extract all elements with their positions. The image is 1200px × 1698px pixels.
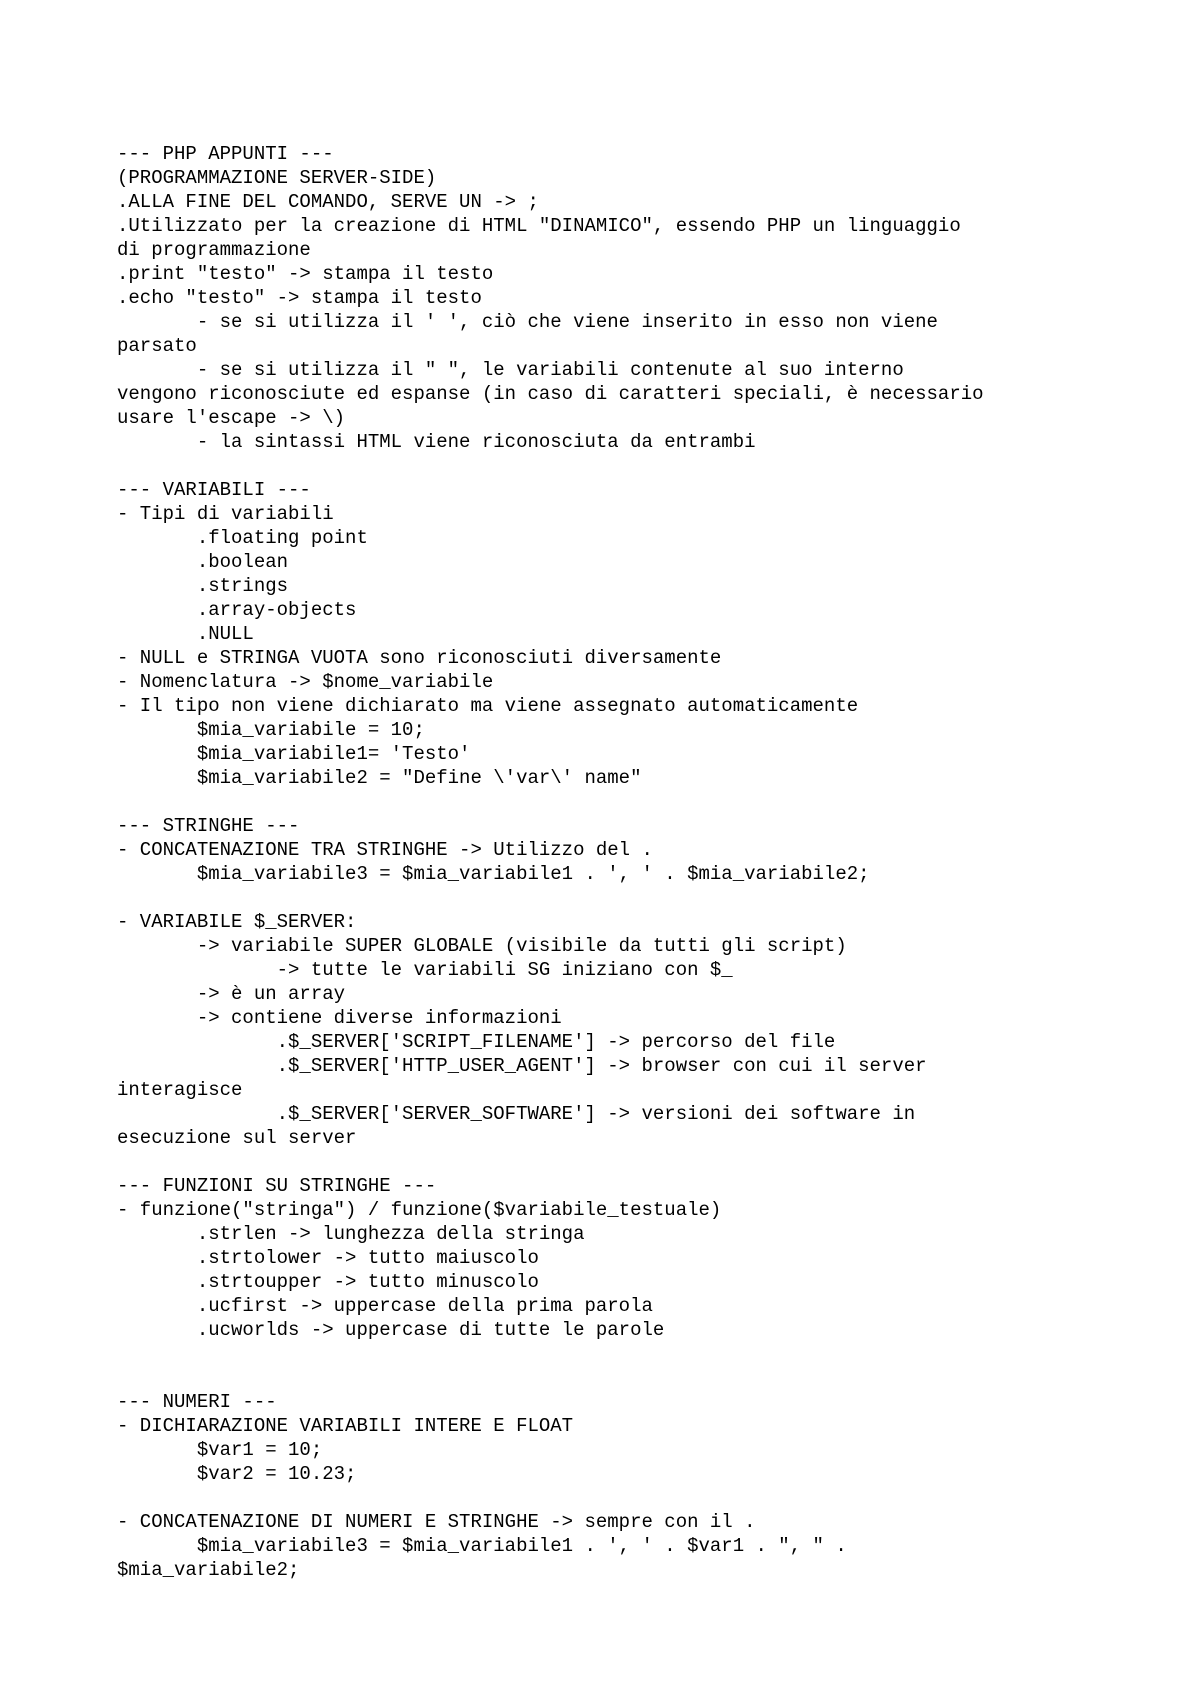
text-line: $mia_variabile3 = $mia_variabile1 . ', ' . $mia_variabile2;: [117, 863, 870, 885]
text-line: --- NUMERI ---: [117, 1391, 277, 1413]
text-line: - Il tipo non viene dichiarato ma viene assegnato automaticamente: [117, 695, 859, 717]
text-line: .ALLA FINE DEL COMANDO, SERVE UN -> ;: [117, 191, 539, 213]
text-line: .strings: [117, 575, 289, 597]
text-line: .ucworlds -> uppercase di tutte le parole: [117, 1319, 665, 1341]
text-line: -> è un array: [117, 983, 346, 1005]
text-line: $var2 = 10.23;: [117, 1463, 357, 1485]
blank-line: [117, 1366, 1117, 1390]
text-line: --- VARIABILI ---: [117, 479, 311, 501]
text-line: - Nomenclatura -> $nome_variabile: [117, 671, 494, 693]
text-line: - DICHIARAZIONE VARIABILI INTERE E FLOAT: [117, 1415, 574, 1437]
text-line: vengono riconosciute ed espanse (in caso di caratteri speciali, è necessario: [117, 383, 984, 405]
text-line: $mia_variabile = 10;: [117, 719, 425, 741]
blank-line: [117, 1342, 1117, 1366]
text-line: $mia_variabile2;: [117, 1559, 300, 1581]
text-line: .$_SERVER['SERVER_SOFTWARE'] -> versioni dei software in: [117, 1103, 916, 1125]
text-line: interagisce: [117, 1079, 243, 1101]
blank-line: [117, 1150, 1117, 1174]
text-line: .ucfirst -> uppercase della prima parola: [117, 1295, 653, 1317]
text-line: $var1 = 10;: [117, 1439, 323, 1461]
blank-line: [117, 454, 1117, 478]
text-line: $mia_variabile3 = $mia_variabile1 . ', ' . $var1 . ", " .: [117, 1535, 847, 1557]
blank-line: [117, 1486, 1117, 1510]
text-line: $mia_variabile2 = "Define \'var\' name": [117, 767, 642, 789]
text-line: - NULL e STRINGA VUOTA sono riconosciuti diversamente: [117, 647, 722, 669]
text-line: esecuzione sul server: [117, 1127, 357, 1149]
text-line: .strtolower -> tutto maiuscolo: [117, 1247, 539, 1269]
text-line: .$_SERVER['SCRIPT_FILENAME'] -> percorso del file: [117, 1031, 836, 1053]
text-line: - funzione("stringa") / funzione($variabile_testuale): [117, 1199, 722, 1221]
text-line: (PROGRAMMAZIONE SERVER-SIDE): [117, 167, 437, 189]
text-line: .strlen -> lunghezza della stringa: [117, 1223, 585, 1245]
text-line: - se si utilizza il " ", le variabili contenute al suo interno: [117, 359, 904, 381]
text-line: --- PHP APPUNTI ---: [117, 143, 334, 165]
text-line: parsato: [117, 335, 197, 357]
text-line: -> tutte le variabili SG iniziano con $_: [117, 959, 733, 981]
text-line: - CONCATENAZIONE DI NUMERI E STRINGHE -> sempre con il .: [117, 1511, 756, 1533]
text-line: - VARIABILE $_SERVER:: [117, 911, 357, 933]
text-line: .echo "testo" -> stampa il testo: [117, 287, 482, 309]
text-line: - se si utilizza il ' ', ciò che viene inserito in esso non viene: [117, 311, 938, 333]
text-line: - Tipi di variabili: [117, 503, 334, 525]
text-line: .array-objects: [117, 599, 357, 621]
text-line: di programmazione: [117, 239, 311, 261]
text-line: -> contiene diverse informazioni: [117, 1007, 562, 1029]
text-line: - CONCATENAZIONE TRA STRINGHE -> Utilizzo del .: [117, 839, 653, 861]
blank-line: [117, 790, 1117, 814]
text-line: .$_SERVER['HTTP_USER_AGENT'] -> browser con cui il server: [117, 1055, 927, 1077]
text-line: .boolean: [117, 551, 289, 573]
text-line: -> variabile SUPER GLOBALE (visibile da tutti gli script): [117, 935, 847, 957]
text-line: $mia_variabile1= 'Testo': [117, 743, 471, 765]
text-line: .print "testo" -> stampa il testo: [117, 263, 494, 285]
document-body: [117, 142, 1117, 1582]
text-line: .Utilizzato per la creazione di HTML "DINAMICO", essendo PHP un linguaggio: [117, 215, 961, 237]
text-line: --- FUNZIONI SU STRINGHE ---: [117, 1175, 437, 1197]
text-line: .floating point: [117, 527, 368, 549]
text-line: .strtoupper -> tutto minuscolo: [117, 1271, 539, 1293]
text-line: usare l'escape -> \): [117, 407, 346, 429]
text-line: .NULL: [117, 623, 254, 645]
text-line: --- STRINGHE ---: [117, 815, 300, 837]
blank-line: [117, 886, 1117, 910]
text-line: - la sintassi HTML viene riconosciuta da entrambi: [117, 431, 756, 453]
